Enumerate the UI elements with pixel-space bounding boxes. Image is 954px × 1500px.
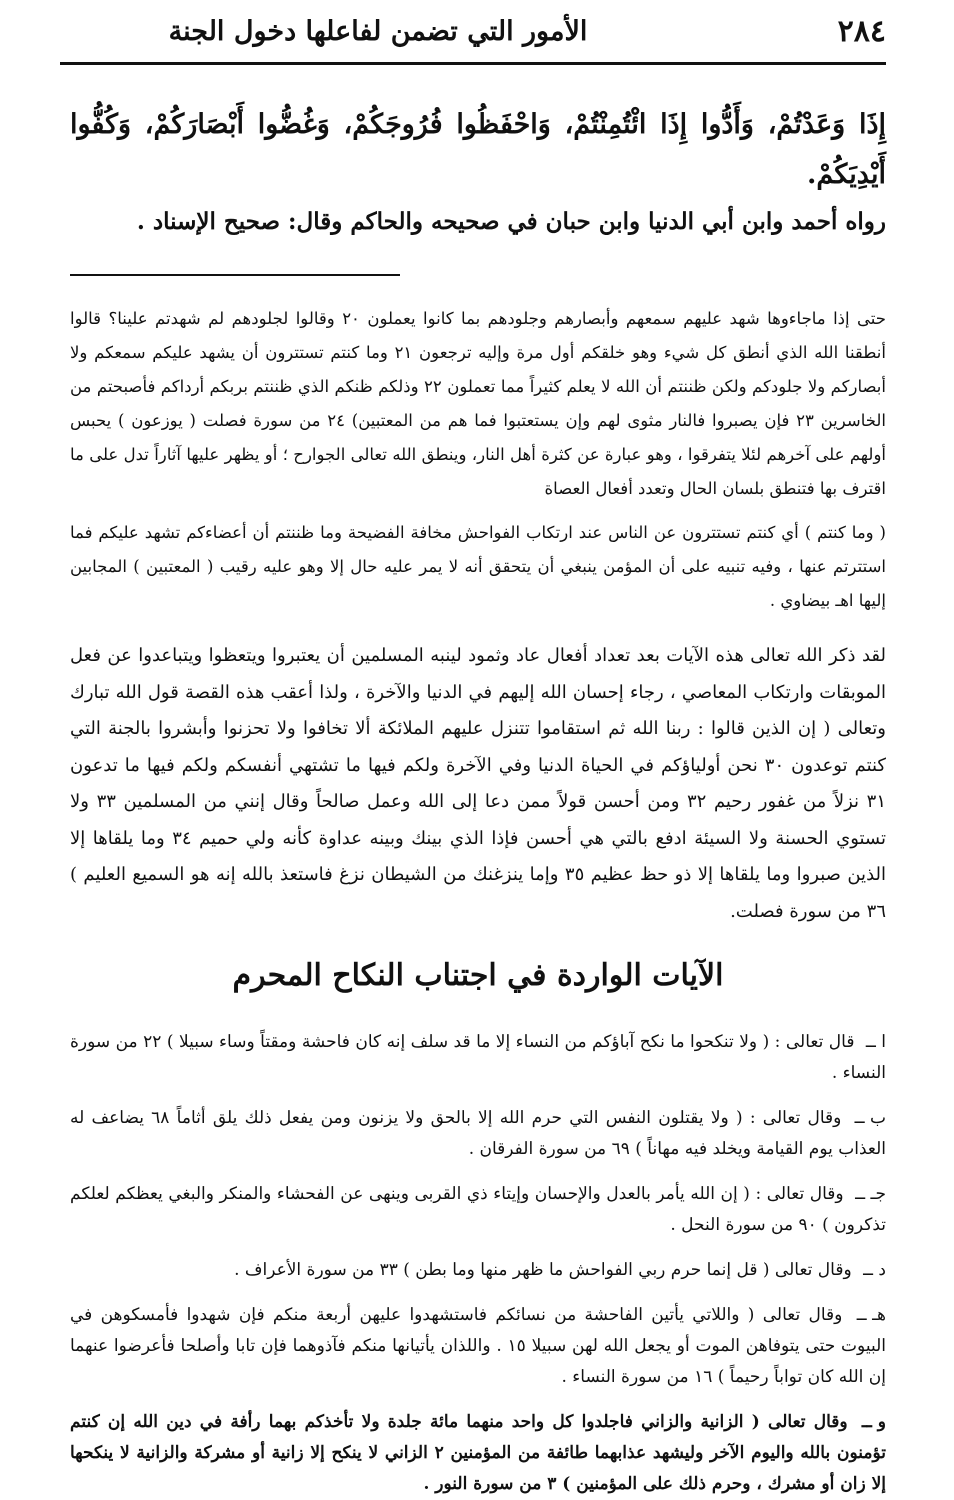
hadith-source: رواه أحمد وابن أبي الدنيا وابن حبان في صحيحه والحاكم وقال: صحيح الإسناد . — [136, 208, 886, 235]
list-item — [70, 1407, 886, 1500]
list-item-label: د ــ — [863, 1260, 886, 1280]
list-item-text: وقال تعالى : ( إن الله يأمر بالعدل والإحسان وإيتاء ذي القربى وينهى عن الفحشاء والمنكر والبغي يعظكم لعلكم تذكرون ) ٩٠ من سورة النحل . — [70, 1184, 886, 1235]
list-item — [70, 1027, 886, 1089]
commentary-paragraph: ( وما كنتم ) أي كنتم تستترون عن الناس عند ارتكاب الفواحش مخافة الفضيحة وما ظننتم أن أعضاءكم تشهد عليكم فما استترتم عنها ، وفيه تنبيه على أن المؤمن ينبغي أن يتحقق أنه لا يمر عليه حال إلا وهو عليه رقيب ( المعتبين ) المجابين إليها اهـ بيضاوي . — [70, 523, 886, 610]
list-item — [70, 1255, 886, 1286]
running-title: الأمور التي تضمن لفاعلها دخول الجنة — [168, 16, 588, 47]
footnote-divider — [70, 274, 400, 276]
list-item — [70, 1103, 886, 1165]
list-item-label: جـ ــ — [855, 1184, 886, 1204]
page-header — [70, 0, 886, 62]
list-item-text: وقال تعالى : ( ولا يقتلون النفس التي حرم الله إلا بالحق ولا يزنون ومن يفعل ذلك يلق أثاماً ٦٨ يضاعف له العذاب يوم القيامة ويخلد فيه مهاناً ) ٦٩ من سورة الفرقان . — [70, 1108, 886, 1159]
list-item-label: و ــ — [861, 1412, 886, 1432]
page-number: ٢٨٤ — [837, 14, 886, 49]
list-item-label: ب ــ — [854, 1108, 887, 1128]
list-item-label: ا ــ — [865, 1032, 887, 1052]
list-item-text: قال تعالى : ( ولا تنكحوا ما نكح آباؤكم من النساء إلا ما قد سلف إنه كان فاحشة ومقتاً وساء سبيلا ) ٢٢ من سورة النساء . — [70, 1032, 886, 1083]
list-item — [70, 1300, 886, 1393]
commentary-paragraph: حتى إذا ماجاءوها شهد عليهم سمعهم وأبصارهم وجلودهم بما كانوا يعملون ٢٠ وقالوا لجلودهم لم شهدتم علينا؟ قالوا أنطقنا الله الذي أنطق كل شيء وهو خلقكم أول مرة وإليه ترجعون ٢١ وما كنتم تستترون أن يشهد عليكم سمعكم ولا أبصاركم ولا جلودكم ولكن ظننتم أن الله لا يعلم كثيراً مما تعملون ٢٢ وذلكم ظنكم الذي ظننتم بربكم أرداكم فأصبحتم من الخاسرين ٢٣ فإن يصبروا فالنار مثوى لهم وإن يستعتبوا فما هم من المعتبين) ٢٤ من سورة فصلت ( يوزعون ) يحبس أولهم على آخرهم لئلا يتفرقوا ، وهو عبارة عن كثرة أهل النار، وينطق الله تعالى الجوارح ؛ أو يظهر عليها آثاراً تدل على ما اقترف بها فتنطق بلسان الحال وتعدد أفعال العصاة — [70, 309, 886, 498]
header-rule — [60, 62, 886, 65]
body-paragraph: لقد ذكر الله تعالى هذه الآيات بعد تعداد أفعال عاد وثمود لينبه المسلمين أن يعتبروا ويتعظوا ويتباعدوا عن فعل الموبقات وارتكاب المعاصي ، رجاء إحسان الله إليهم في الدنيا والآخرة ، ولذا أعقب هذه القصة قول الله تبارك وتعالى ( إن الذين قالوا : ربنا الله ثم استقاموا تتنزل عليهم الملائكة ألا تخافوا ولا تحزنوا وأبشروا بالجنة التي كنتم توعدون ٣٠ نحن أولياؤكم في الحياة الدنيا وفي الآخرة ولكم فيها ما تشتهي أنفسكم ولكم فيها ما تدعون ٣١ نزلاً من غفور رحيم ٣٢ ومن أحسن قولاً ممن دعا إلى الله وعمل صالحاً وقال إنني من المسلمين ٣٣ ولا تستوي الحسنة ولا السيئة ادفع بالتي هي أحسن فإذا الذي بينك وبينه عداوة كأنه ولي حميم ٣٤ وما يلقاها إلا الذين صبروا وما يلقاها إلا ذو حظ عظيم ٣٥ وإما ينزغنك من الشيطان نزغ فاستعذ بالله إنه هو السميع العليم ) ٣٦ من سورة فصلت. — [70, 645, 887, 922]
hadith-text: إِذَا وَعَدْتُمْ، وَأَدُّوا إِذَا ائْتُمِنْتُمْ، وَاحْفَظُوا فُرُوجَكُمْ، وَغُضُّوا أَبْصَارَكُمْ، وَكُفُّوا أَيْدِيَكُمْ. — [70, 109, 886, 190]
list-item — [70, 1179, 886, 1241]
list-item-text: وقال تعالى ( الزانية والزاني فاجلدوا كل واحد منهما مائة جلدة ولا تأخذكم بهما رأفة في دين الله إن كنتم تؤمنون بالله واليوم الآخر وليشهد عذابهما طائفة من المؤمنين ٢ الزاني لا ينكح إلا زانية أو مشركة والزانية لا ينكحها إلا زان أو مشرك ، وحرم ذلك على المؤمنين ) ٣ من سورة النور . — [70, 1412, 886, 1494]
list-item-text: وقال تعالى ( واللاتي يأتين الفاحشة من نسائكم فاستشهدوا عليهن أربعة منكم فإن شهدوا فأمسكوهن في البيوت حتى يتوفاهن الموت أو يجعل الله لهن سبيلا ١٥ . واللذان يأتيانها منكم فآذوهما فإن تابا وأصلحا فأعرضوا عنهما إن الله كان تواباً رحيماً ) ١٦ من سورة النساء . — [70, 1305, 886, 1387]
section-heading: الآيات الواردة في اجتناب النكاح المحرم — [232, 958, 724, 993]
list-item-label: هـ ــ — [856, 1305, 887, 1325]
verse-list — [70, 1027, 886, 1500]
list-item-text: وقال تعالى ( قل إنما حرم ربي الفواحش ما ظهر منها وما بطن ) ٣٣ من سورة الأعراف . — [234, 1260, 852, 1280]
